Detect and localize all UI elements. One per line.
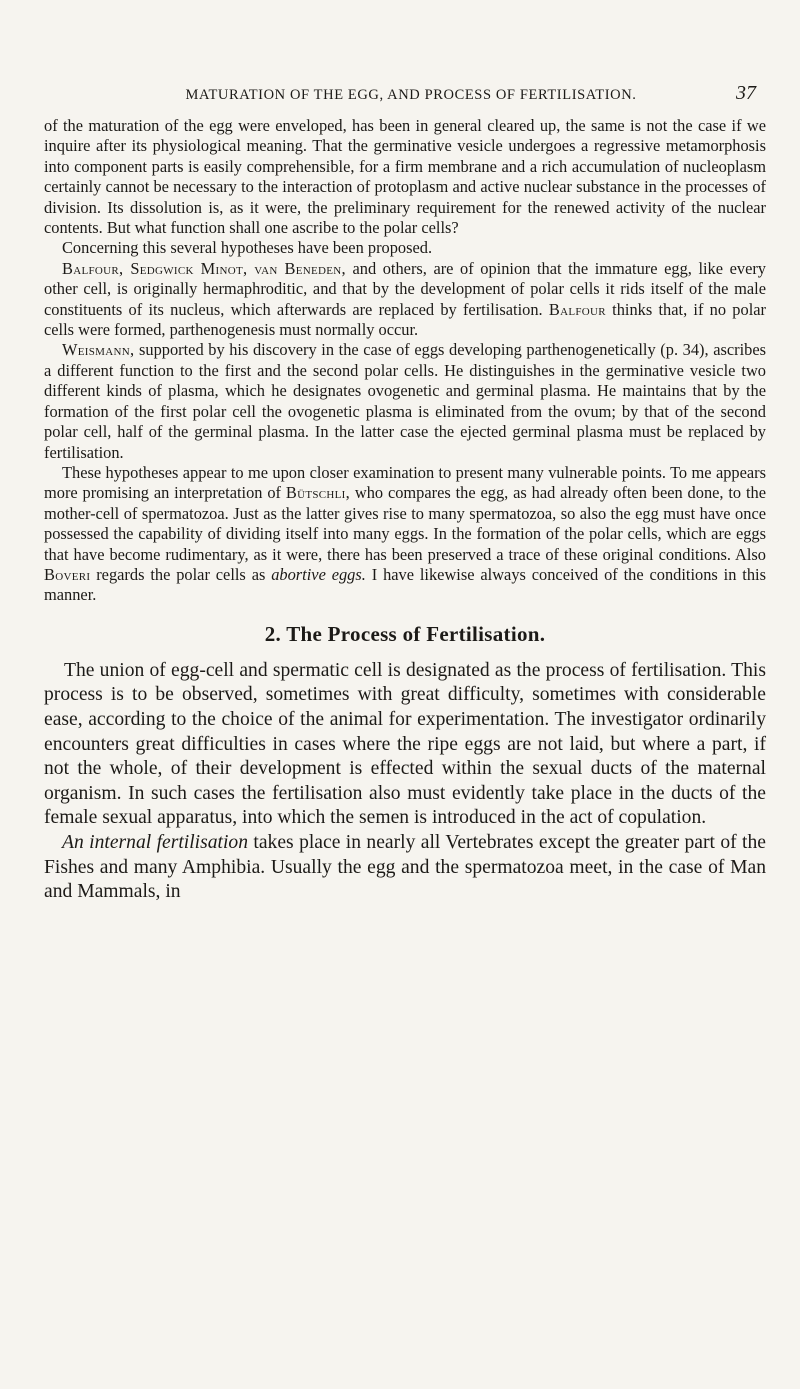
author-names: Balfour, Sedgwick Minot, van Beneden, xyxy=(62,258,346,278)
page-header xyxy=(96,82,756,105)
paragraph-text: These hypotheses appear to me upon closer examination to present many vulnerable points. To me appears more promising an interpretation of xyxy=(44,462,766,503)
paragraph-text: and others, are of opinion that the immature egg, like every other cell, is originally hermaphroditic, and that by the development of polar cells it rids itself of the male constituents of its nucleus, which afterwards are replaced by fertilisation. xyxy=(44,258,766,319)
running-title: MATURATION OF THE EGG, AND PROCESS OF FERTILISATION. xyxy=(185,87,637,103)
section-heading: 2. The Process of Fertilisation. xyxy=(264,621,546,646)
author-name: Bütschli, xyxy=(285,483,351,503)
author-name: Weismann, xyxy=(62,340,135,360)
paragraph-fertilisation: The union of egg-cell and spermatic cell is designated as the process of fertilisation. This process is to be observed, sometimes with great difficulty, sometimes with considerable ease, according to the choice of the animal for experimentation. The investigator ordinarily encounters great difficulties in cases where the ripe eggs are not laid, but where a part, if not the whole, of their development is effected within the sexual ducts of the maternal organism. In such cases the fertilisation also must evidently take place in the ducts of the female sexual apparatus, into which the semen is introduced in the act of copulation. xyxy=(44,659,766,829)
emphasis-text: abortive eggs. xyxy=(271,564,366,584)
paragraph-hypotheses-intro: Concerning this several hypotheses have been proposed. xyxy=(62,238,433,258)
paragraph-text: takes place in nearly all Vertebrates except the greater part of the Fishes and many Amphibia. Usually the egg and the spermatozoa meet, in the case of Man and Mammals, in xyxy=(44,831,766,903)
paragraph-internal-fertilisation xyxy=(44,831,766,905)
paragraph-text: I have likewise always conceived of the conditions in this manner. xyxy=(44,564,766,605)
paragraph-butschli xyxy=(44,463,766,606)
paragraph-text: regards the polar cells as xyxy=(90,564,272,584)
emphasis-text: An internal fertilisation xyxy=(62,831,249,853)
author-name: Balfour xyxy=(548,299,606,319)
paragraph-continuation: of the maturation of the egg were enveloped, has been in general cleared up, the same is not the case if we inquire after its physiological meaning. That the germinative vesicle undergoes a regressive metamorphosis into component parts is easily comprehensible, for a firm membrane and a rich accumulation of nucleoplasm certainly cannot be necessary to the interaction of protoplasm and active nuclear substance in the processes of division. Its dissolution is, as it were, the preliminary requirement for the renewed activity of the nuclear contents. But what function shall one ascribe to the polar cells? xyxy=(44,116,766,238)
paragraph-weismann xyxy=(44,340,766,462)
paragraph-text: thinks that, if no polar cells were formed, parthenogenesis must normally occur. xyxy=(44,299,766,340)
page-number: 37 xyxy=(736,82,756,104)
paragraph-text: supported by his discovery in the case of eggs developing parthenogenetically (p. 34), ascribes a different function to the first and the second polar cells. He distinguishes in the germinative vesicle two different kinds of plasma, which he designates ovogenetic and germinal plasma. He maintains that by the formation of the first polar cell the ovogenetic plasma is eliminated from the ovum; by that of the second polar cell, half of the germinal plasma. In the latter case the ejected germinal plasma must be replaced by fertilisation. xyxy=(44,340,766,462)
paragraph-text: who compares the egg, as had already often been done, to the mother-cell of spermatozoa. Just as the latter gives rise to many spermatozoa, so also the egg must have once possessed the capability of dividing itself into many eggs. In the formation of the polar cells, which are eggs that have become rudimentary, as it were, there has been preserved a trace of these original conditions. Also xyxy=(44,483,766,564)
paragraph-balfour-opinion xyxy=(44,259,766,341)
page-body xyxy=(44,116,766,905)
author-name: Boveri xyxy=(44,564,91,584)
section-body xyxy=(44,659,766,905)
